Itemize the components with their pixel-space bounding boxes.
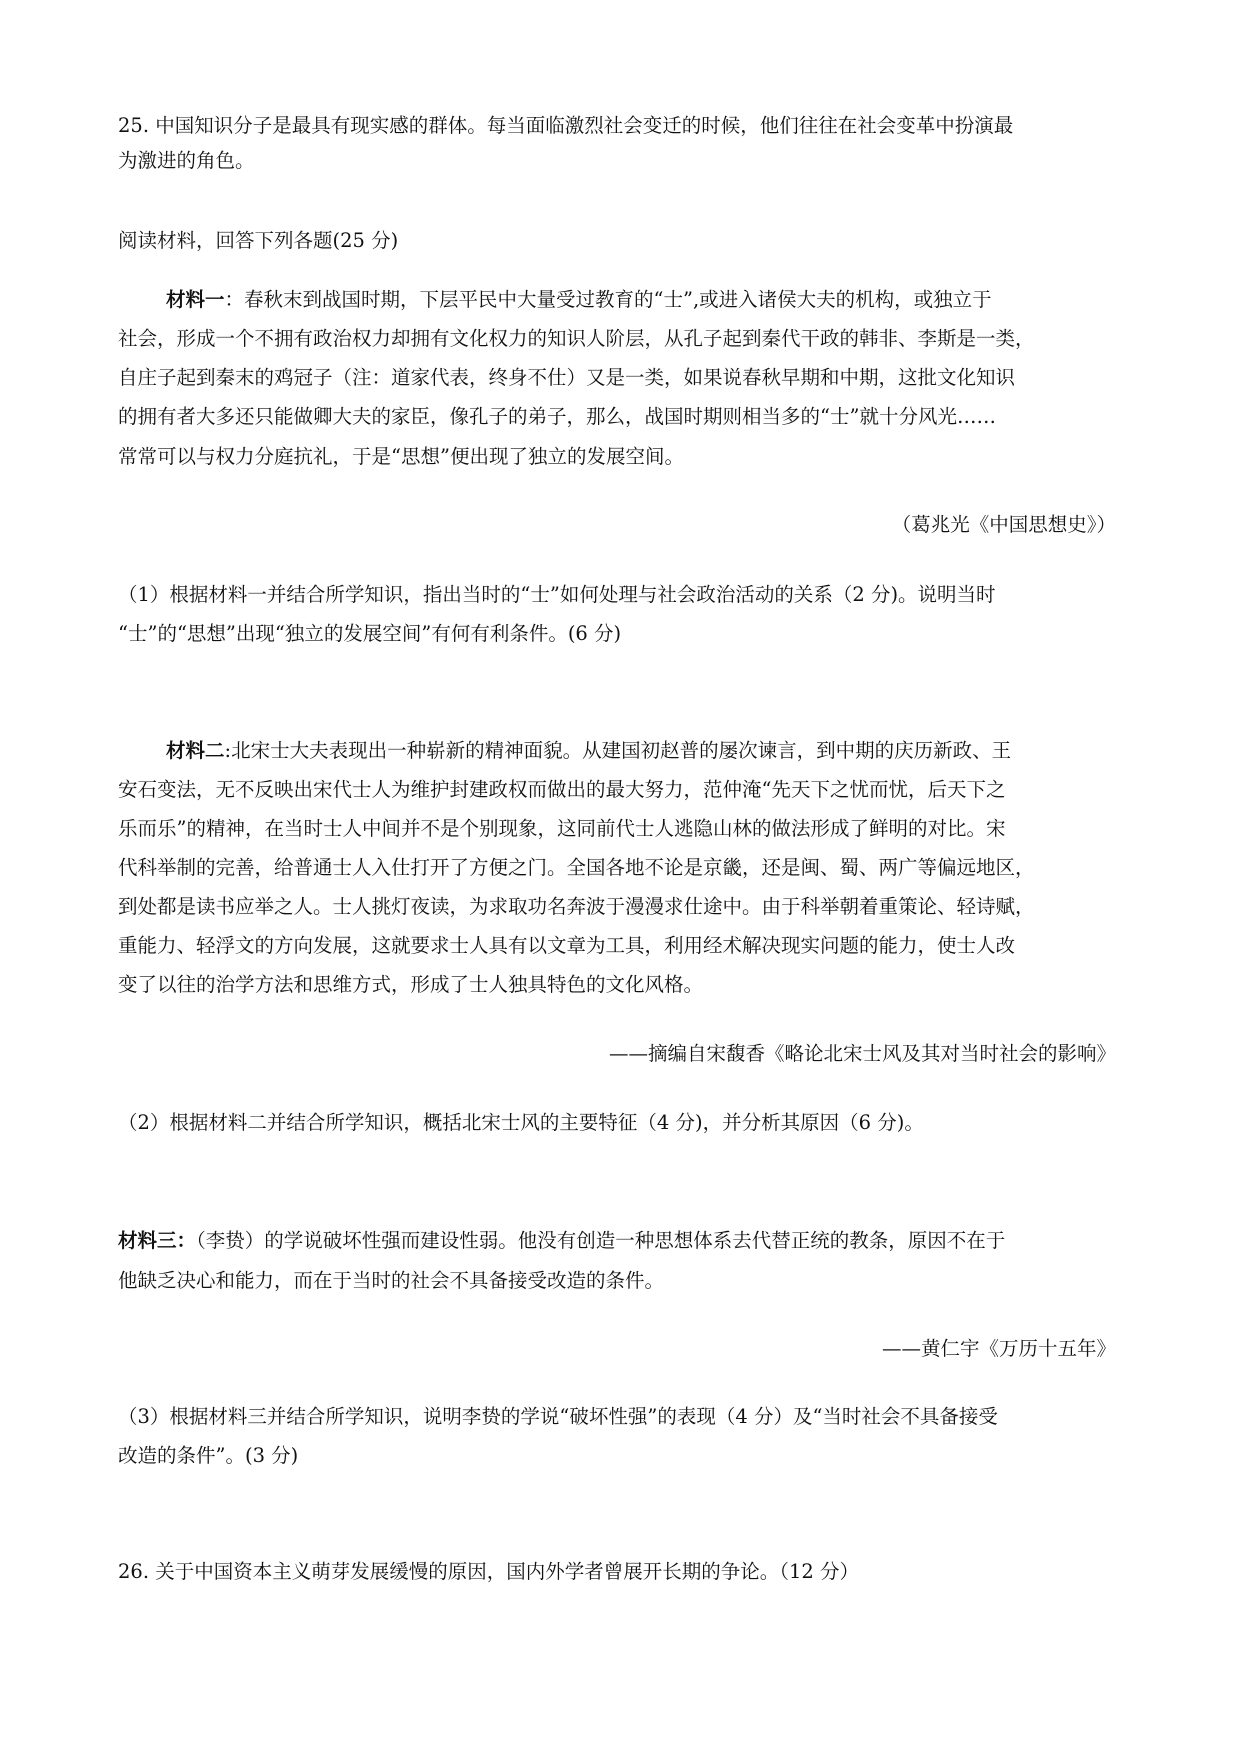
material-1-source: （葛兆光《中国思想史》） — [891, 513, 1116, 536]
question-1-line-2: “士”的“思想”出现“独立的发展空间”有何有利条件。(6 分) — [118, 622, 622, 645]
material-3-text-1: （李贽）的学说破坏性强而建设性弱。他没有创造一种思想体系去代替正统的教条，原因不在于 — [196, 1229, 1006, 1252]
q26-intro: 26. 关于中国资本主义萌芽发展缓慢的原因，国内外学者曾展开长期的争论。（12 分） — [118, 1560, 859, 1583]
material-3-source: ——黄仁宇《万历十五年》 — [881, 1337, 1116, 1360]
material-3-line-2: 他缺乏决心和能力，而在于当时的社会不具备接受改造的条件。 — [118, 1269, 665, 1292]
q25-intro-line-2: 为激进的角色。 — [118, 149, 255, 172]
material-2-line-1 — [166, 736, 1128, 766]
material-1-text-1: 春秋末到战国时期，下层平民中大量受过教育的“士”,或进入诸侯大夫的机构，或独立于 — [244, 288, 992, 311]
question-3-line-2: 改造的条件”。(3 分) — [118, 1444, 299, 1467]
material-3-line-1 — [118, 1226, 1128, 1256]
question-2-line-1: （2）根据材料二并结合所学知识，概括北宋士风的主要特征（4 分)，并分析其原因（6 分)。 — [118, 1111, 924, 1134]
q25-instruction: 阅读材料，回答下列各题(25 分) — [118, 229, 399, 252]
question-1-line-1: （1）根据材料一并结合所学知识，指出当时的“士”如何处理与社会政治活动的关系（2 分)。说明当时 — [118, 583, 996, 606]
material-2-colon: : — [224, 739, 232, 762]
material-2-label: 材料二 — [166, 739, 225, 762]
question-3-line-1: （3）根据材料三并结合所学知识，说明李贽的学说“破坏性强”的表现（4 分）及“当时社会不具备接受 — [118, 1405, 998, 1428]
material-2-line-3: 乐而乐”的精神，在当时士人中间并不是个别现象，这同前代士人逃隐山林的做法形成了鲜明的对比。宋 — [118, 817, 1006, 840]
material-2-line-5: 到处都是读书应举之人。士人挑灯夜读，为求取功名奔波于漫漫求仕途中。由于科举朝着重策论、轻诗赋， — [118, 895, 1035, 918]
material-1-colon: ： — [224, 288, 245, 311]
material-2-line-7: 变了以往的治学方法和思维方式，形成了士人独具特色的文化风格。 — [118, 973, 704, 996]
material-1-line-3: 自庄子起到秦末的鸡冠子（注：道家代表，终身不仕）又是一类，如果说春秋早期和中期，这批文化知识 — [118, 366, 1016, 389]
material-1-line-1 — [166, 285, 1128, 315]
material-2-line-6: 重能力、轻浮文的方向发展，这就要求士人具有以文章为工具，利用经术解决现实问题的能力，使士人改 — [118, 934, 1016, 957]
material-1-line-2: 社会，形成一个不拥有政治权力却拥有文化权力的知识人阶层，从孔子起到秦代干政的韩非、李斯是一类， — [118, 327, 1035, 350]
material-3-label: 材料三： — [118, 1229, 197, 1252]
q25-intro-line-1: 25. 中国知识分子是最具有现实感的群体。每当面临激烈社会变迁的时候，他们往往在社会变革中扮演最 — [118, 114, 1014, 137]
material-2-text-1: 北宋士大夫表现出一种崭新的精神面貌。从建国初赵普的屡次谏言，到中期的庆历新政、王 — [231, 739, 1012, 762]
material-2-line-2: 安石变法，无不反映出宋代士人为维护封建政权而做出的最大努力，范仲淹“先天下之忧而忧，后天下之 — [118, 778, 1006, 801]
material-1-label: 材料一 — [166, 288, 225, 311]
material-2-source: ——摘编自宋馥香《略论北宋士风及其对当时社会的影响》 — [608, 1042, 1116, 1065]
material-2-line-4: 代科举制的完善，给普通士人入仕打开了方便之门。全国各地不论是京畿，还是闽、蜀、两广等偏远地区， — [118, 856, 1035, 879]
material-1-line-5: 常常可以与权力分庭抗礼，于是“思想”便出现了独立的发展空间。 — [118, 445, 684, 468]
material-1-line-4: 的拥有者大多还只能做卿大夫的家臣，像孔子的弟子，那么，战国时期则相当多的“士”就十分风光…… — [118, 405, 996, 428]
